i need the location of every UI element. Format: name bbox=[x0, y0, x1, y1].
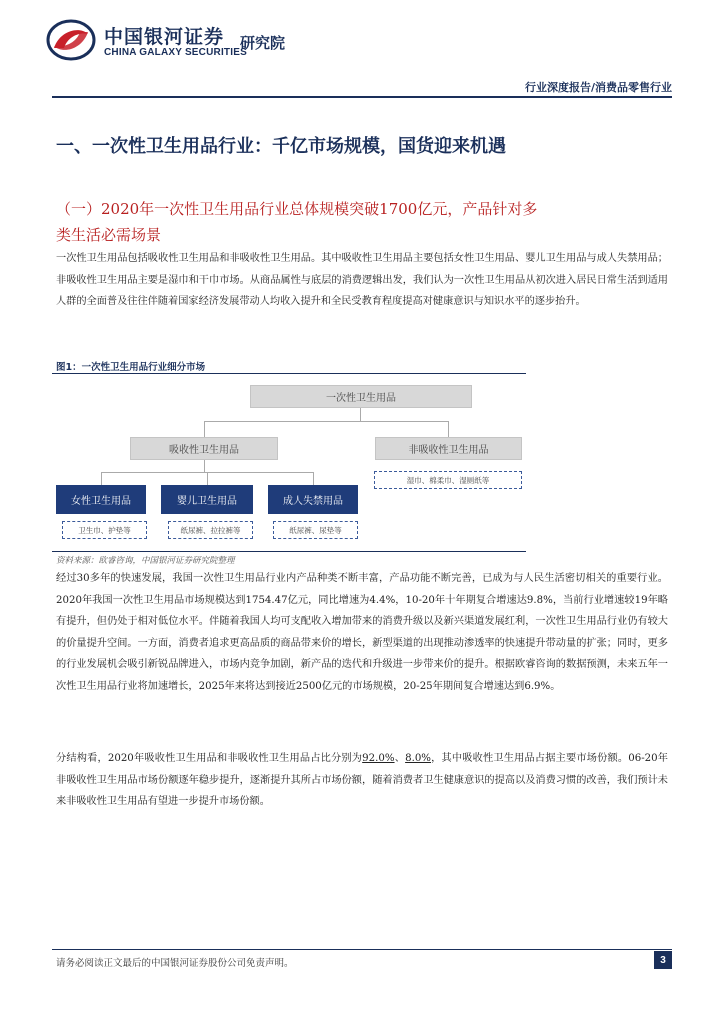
connector-line bbox=[204, 421, 448, 422]
node-adult-incontinence: 成人失禁用品 bbox=[268, 485, 358, 514]
figure-top-rule bbox=[52, 373, 526, 374]
connector-line bbox=[207, 472, 208, 485]
node-women-hygiene: 女性卫生用品 bbox=[56, 485, 146, 514]
connector-line bbox=[360, 408, 361, 422]
node-baby-hygiene: 婴儿卫生用品 bbox=[161, 485, 253, 514]
connector-line bbox=[313, 472, 314, 485]
figure-title: 图1：一次性卫生用品行业细分市场 bbox=[56, 362, 206, 373]
footer-divider bbox=[52, 949, 672, 950]
footer-disclaimer: 请务必阅读正文最后的中国银河证券股份公司免责声明。 bbox=[56, 958, 294, 969]
paragraph-structure bbox=[56, 748, 668, 813]
node-baby-examples: 纸尿裤、拉拉裤等 bbox=[168, 521, 253, 539]
subsection-heading: （一）2020年一次性卫生用品行业总体规模突破1700亿元，产品针对多类生活必需场景 bbox=[56, 200, 538, 244]
page-number: 3 bbox=[654, 951, 672, 969]
report-type-label: 行业深度报告/消费品零售行业 bbox=[524, 81, 672, 94]
connector-line bbox=[204, 460, 205, 472]
brand-name-cn: 中国银河证券 bbox=[104, 26, 225, 48]
node-adult-examples: 纸尿裤、尿垫等 bbox=[273, 521, 358, 539]
node-non-absorbent-examples: 湿巾、棉柔巾、湿厕纸等 bbox=[374, 471, 522, 489]
paragraph-text: 分结构看，2020年吸收性卫生用品和非吸收性卫生用品占比分别为 bbox=[56, 753, 363, 764]
paragraph-text: ，其中吸收性卫生用品占据主要市场份额。06-20年非吸收性卫生用品市场份额逐年稳步提升，逐渐提升其所占市场份额，随着消费者卫生健康意识的提高以及消费习惯的改善，我们预计未来非吸收性卫生用品有望进一步提升市场份额。 bbox=[56, 753, 668, 807]
figure-bottom-rule bbox=[52, 551, 526, 552]
node-disposable-hygiene: 一次性卫生用品 bbox=[250, 385, 472, 408]
non-absorbent-share: 8.0% bbox=[405, 753, 431, 764]
paragraph-intro: 一次性卫生用品包括吸收性卫生用品和非吸收性卫生用品。其中吸收性卫生用品主要包括女性卫生用品、婴儿卫生用品与成人失禁用品；非吸收性卫生用品主要是湿巾和干巾市场。从商品属性与底层的消费逻辑出发，我们认为一次性卫生用品从初次进入居民日常生活到适用人群的全面普及往往伴随着国家经济发展带动人均收入提升和全民受教育程度提高对健康意识与知识水平的逐步抬升。 bbox=[56, 253, 668, 307]
connector-line bbox=[204, 421, 205, 437]
node-absorbent: 吸收性卫生用品 bbox=[130, 437, 278, 460]
node-non-absorbent: 非吸收性卫生用品 bbox=[375, 437, 522, 460]
absorbent-share: 92.0% bbox=[362, 753, 395, 764]
institute-label: 研究院 bbox=[240, 34, 286, 52]
galaxy-swirl-logo-icon bbox=[46, 18, 96, 62]
node-women-examples: 卫生巾、护垫等 bbox=[62, 521, 147, 539]
connector-line bbox=[448, 421, 449, 437]
paragraph-market-size: 经过30多年的快速发展，我国一次性卫生用品行业内产品种类不断丰富，产品功能不断完善，已成为与人民生活密切相关的重要行业。2020年我国一次性卫生用品市场规模达到1754.47亿元，同比增速为4.4%，10-20年十年期复合增速达9.8%，当前行业增速较19年略有提升，但仍处于相对低位水平。伴随着我国人均可支配收入增加带来的消费升级以及新兴渠道发展红利，一次性卫生用品行业仍有较大的价量提升空间。一方面，消费者追求更高品质的商品带来价的增长，新型渠道的出现推动渗透率的快速提升带动量的扩张；同时，更多的行业发展机会吸引新锐品牌进入，市场内竞争加剧，新产品的迭代和升级进一步带来价的提升。根据欧睿咨询的数据预测，未来五年一次性卫生用品行业将加速增长，2025年来将达到接近2500亿元的市场规模，20-25年期间复合增速达到6.9%。 bbox=[56, 573, 668, 692]
figure-source: 资料来源：欧睿咨询，中国银河证券研究院整理 bbox=[56, 556, 235, 566]
section-heading: 一、一次性卫生用品行业：千亿市场规模，国货迎来机遇 bbox=[56, 136, 506, 157]
paragraph-text: 、 bbox=[394, 753, 406, 764]
connector-line bbox=[101, 472, 102, 485]
brand-name-en: CHINA GALAXY SECURITIES bbox=[104, 47, 247, 58]
header-divider bbox=[52, 96, 672, 98]
